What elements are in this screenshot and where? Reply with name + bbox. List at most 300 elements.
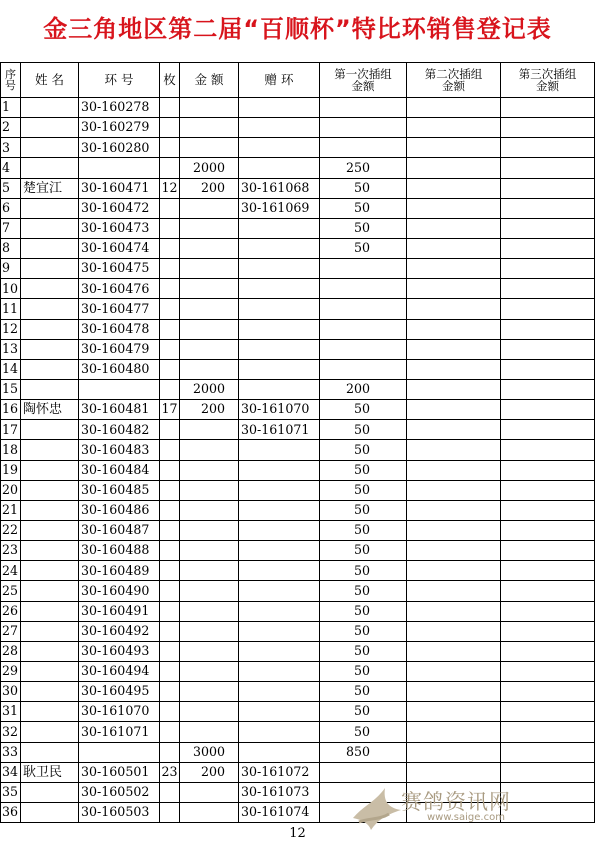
row-ring-number: 30-160502	[79, 782, 160, 802]
row-insert3-amount	[501, 400, 595, 420]
row-gift-ring	[239, 702, 320, 722]
row-seq: 13	[1, 339, 21, 359]
row-insert3-amount	[501, 198, 595, 218]
row-gift-ring: 30-161068	[239, 178, 320, 198]
row-insert3-amount	[501, 379, 595, 399]
row-amount	[180, 682, 239, 702]
row-count	[160, 561, 180, 581]
row-count	[160, 98, 180, 118]
row-amount	[180, 259, 239, 279]
table-row	[1, 118, 595, 138]
table-row	[1, 520, 595, 540]
table-row	[1, 198, 595, 218]
row-gift-ring	[239, 158, 320, 178]
header-insert2-line1: 第二次插组	[424, 67, 483, 81]
header-amount: 金 额	[180, 63, 239, 98]
row-insert3-amount	[501, 420, 595, 440]
row-name	[21, 722, 79, 742]
row-count: 12	[160, 178, 180, 198]
table-row	[1, 299, 595, 319]
row-amount	[180, 299, 239, 319]
table-row	[1, 601, 595, 621]
row-amount	[180, 520, 239, 540]
row-insert1-amount: 50	[320, 178, 407, 198]
row-ring-number: 30-160478	[79, 319, 160, 339]
row-insert1-amount: 50	[320, 238, 407, 258]
row-gift-ring	[239, 621, 320, 641]
table-row	[1, 621, 595, 641]
row-insert2-amount	[407, 480, 501, 500]
row-seq: 29	[1, 661, 21, 681]
row-seq: 22	[1, 520, 21, 540]
row-insert1-amount: 50	[320, 722, 407, 742]
table-row	[1, 218, 595, 238]
row-amount	[180, 601, 239, 621]
row-amount	[180, 561, 239, 581]
row-insert1-amount: 850	[320, 742, 407, 762]
table-row	[1, 138, 595, 158]
row-seq: 31	[1, 702, 21, 722]
row-name	[21, 641, 79, 661]
row-ring-number: 30-160486	[79, 500, 160, 520]
row-ring-number: 30-160493	[79, 641, 160, 661]
table-row	[1, 359, 595, 379]
row-insert3-amount	[501, 158, 595, 178]
row-amount	[180, 480, 239, 500]
row-insert1-amount: 50	[320, 541, 407, 561]
row-insert1-amount: 50	[320, 420, 407, 440]
row-gift-ring	[239, 440, 320, 460]
row-insert2-amount	[407, 98, 501, 118]
row-insert3-amount	[501, 742, 595, 762]
row-count	[160, 682, 180, 702]
table-row	[1, 541, 595, 561]
row-ring-number: 30-160473	[79, 218, 160, 238]
row-insert1-amount: 50	[320, 641, 407, 661]
row-ring-number: 30-160487	[79, 520, 160, 540]
row-seq: 18	[1, 440, 21, 460]
row-insert2-amount	[407, 561, 501, 581]
row-name	[21, 339, 79, 359]
row-insert3-amount	[501, 339, 595, 359]
row-insert3-amount	[501, 702, 595, 722]
table-row	[1, 238, 595, 258]
row-count	[160, 782, 180, 802]
row-ring-number: 30-160481	[79, 400, 160, 420]
row-insert1-amount: 50	[320, 218, 407, 238]
row-amount	[180, 238, 239, 258]
row-insert2-amount	[407, 641, 501, 661]
row-amount	[180, 279, 239, 299]
row-seq: 8	[1, 238, 21, 258]
row-count	[160, 218, 180, 238]
row-count	[160, 722, 180, 742]
watermark-text: 赛鸽资讯网	[401, 790, 511, 814]
row-ring-number	[79, 158, 160, 178]
row-insert2-amount	[407, 601, 501, 621]
row-gift-ring: 30-161070	[239, 400, 320, 420]
row-count	[160, 238, 180, 258]
row-insert2-amount	[407, 198, 501, 218]
row-seq: 20	[1, 480, 21, 500]
row-insert3-amount	[501, 238, 595, 258]
row-ring-number: 30-160279	[79, 118, 160, 138]
row-ring-number: 30-160491	[79, 601, 160, 621]
row-insert3-amount	[501, 218, 595, 238]
row-ring-number: 30-160471	[79, 178, 160, 198]
table-row	[1, 339, 595, 359]
row-count	[160, 138, 180, 158]
row-insert3-amount	[501, 722, 595, 742]
table-row	[1, 641, 595, 661]
row-ring-number: 30-160485	[79, 480, 160, 500]
row-gift-ring	[239, 561, 320, 581]
row-amount	[180, 661, 239, 681]
row-insert2-amount	[407, 138, 501, 158]
row-count	[160, 440, 180, 460]
row-count: 17	[160, 400, 180, 420]
page-number: 12	[289, 826, 306, 841]
row-seq: 15	[1, 379, 21, 399]
row-gift-ring: 30-161072	[239, 762, 320, 782]
row-seq: 17	[1, 420, 21, 440]
row-seq: 26	[1, 601, 21, 621]
row-insert3-amount	[501, 178, 595, 198]
row-insert2-amount	[407, 299, 501, 319]
row-insert2-amount	[407, 158, 501, 178]
row-amount	[180, 460, 239, 480]
row-amount	[180, 359, 239, 379]
row-insert2-amount	[407, 118, 501, 138]
row-ring-number: 30-160479	[79, 339, 160, 359]
row-insert3-amount	[501, 460, 595, 480]
row-gift-ring	[239, 601, 320, 621]
table-header	[1, 63, 595, 98]
row-gift-ring	[239, 541, 320, 561]
table-row	[1, 98, 595, 118]
row-count	[160, 339, 180, 359]
row-insert3-amount	[501, 359, 595, 379]
row-insert3-amount	[501, 601, 595, 621]
row-insert3-amount	[501, 319, 595, 339]
row-seq: 36	[1, 802, 21, 822]
row-count	[160, 702, 180, 722]
sales-register-table	[0, 62, 595, 823]
row-seq: 14	[1, 359, 21, 379]
row-insert1-amount: 50	[320, 621, 407, 641]
row-insert1-amount	[320, 339, 407, 359]
row-name: 楚宜江	[21, 178, 79, 198]
row-amount	[180, 319, 239, 339]
row-amount	[180, 420, 239, 440]
row-count	[160, 802, 180, 822]
row-seq: 19	[1, 460, 21, 480]
table-row	[1, 722, 595, 742]
row-name	[21, 359, 79, 379]
row-count	[160, 259, 180, 279]
row-insert2-amount	[407, 218, 501, 238]
row-name	[21, 661, 79, 681]
row-gift-ring: 30-161069	[239, 198, 320, 218]
table-row	[1, 319, 595, 339]
row-ring-number: 30-160280	[79, 138, 160, 158]
row-seq: 4	[1, 158, 21, 178]
row-count	[160, 460, 180, 480]
row-amount	[180, 198, 239, 218]
row-gift-ring	[239, 460, 320, 480]
row-name	[21, 460, 79, 480]
row-name	[21, 541, 79, 561]
table-row	[1, 440, 595, 460]
header-insert2-line2: 金额	[442, 79, 465, 93]
row-insert2-amount	[407, 400, 501, 420]
row-name	[21, 500, 79, 520]
row-name: 陶怀忠	[21, 400, 79, 420]
row-count	[160, 379, 180, 399]
table-body	[1, 98, 595, 823]
row-insert1-amount: 50	[320, 581, 407, 601]
header-gift: 赠 环	[239, 63, 320, 98]
row-gift-ring	[239, 722, 320, 742]
table-row	[1, 178, 595, 198]
row-insert1-amount: 50	[320, 500, 407, 520]
watermark-url: www.saige.com	[427, 812, 505, 823]
header-insert1-line2: 金额	[351, 79, 375, 93]
page-title: 金三角地区第二届“百顺杯”特比环销售登记表	[43, 15, 552, 43]
row-insert1-amount: 250	[320, 158, 407, 178]
row-insert3-amount	[501, 641, 595, 661]
table-row	[1, 581, 595, 601]
row-insert3-amount	[501, 682, 595, 702]
row-ring-number	[79, 379, 160, 399]
row-amount	[180, 138, 239, 158]
row-gift-ring	[239, 581, 320, 601]
row-gift-ring	[239, 259, 320, 279]
row-seq: 11	[1, 299, 21, 319]
row-seq: 10	[1, 279, 21, 299]
row-gift-ring	[239, 661, 320, 681]
row-insert2-amount	[407, 440, 501, 460]
row-amount	[180, 218, 239, 238]
table-row	[1, 480, 595, 500]
table-row	[1, 702, 595, 722]
row-insert3-amount	[501, 480, 595, 500]
row-name	[21, 621, 79, 641]
row-gift-ring	[239, 359, 320, 379]
row-gift-ring	[239, 299, 320, 319]
row-amount	[180, 339, 239, 359]
row-name	[21, 98, 79, 118]
table-row	[1, 500, 595, 520]
row-count	[160, 621, 180, 641]
row-insert2-amount	[407, 420, 501, 440]
row-count	[160, 158, 180, 178]
row-insert2-amount	[407, 460, 501, 480]
row-seq: 33	[1, 742, 21, 762]
row-name	[21, 802, 79, 822]
row-gift-ring: 30-161071	[239, 420, 320, 440]
row-amount	[180, 782, 239, 802]
row-insert3-amount	[501, 621, 595, 641]
row-insert2-amount	[407, 379, 501, 399]
row-insert3-amount	[501, 118, 595, 138]
row-seq: 5	[1, 178, 21, 198]
row-count	[160, 319, 180, 339]
row-insert1-amount: 50	[320, 460, 407, 480]
row-insert3-amount	[501, 98, 595, 118]
row-insert2-amount	[407, 339, 501, 359]
row-ring-number: 30-160278	[79, 98, 160, 118]
header-name: 姓 名	[21, 63, 79, 98]
row-seq: 34	[1, 762, 21, 782]
row-seq: 27	[1, 621, 21, 641]
row-name	[21, 702, 79, 722]
row-insert1-amount: 50	[320, 702, 407, 722]
row-insert3-amount	[501, 138, 595, 158]
row-seq: 30	[1, 682, 21, 702]
header-insert3	[501, 63, 595, 98]
row-name	[21, 238, 79, 258]
row-ring-number: 30-160488	[79, 541, 160, 561]
row-insert1-amount: 50	[320, 480, 407, 500]
row-ring-number: 30-160482	[79, 420, 160, 440]
row-amount	[180, 500, 239, 520]
row-insert2-amount	[407, 722, 501, 742]
row-name	[21, 259, 79, 279]
row-insert1-amount	[320, 118, 407, 138]
row-amount: 2000	[180, 379, 239, 399]
header-insert1	[320, 63, 407, 98]
row-count	[160, 299, 180, 319]
row-amount	[180, 621, 239, 641]
row-ring-number	[79, 742, 160, 762]
row-name	[21, 440, 79, 460]
row-gift-ring	[239, 641, 320, 661]
row-count	[160, 118, 180, 138]
table-row	[1, 682, 595, 702]
row-seq: 16	[1, 400, 21, 420]
row-name	[21, 138, 79, 158]
row-amount: 2000	[180, 158, 239, 178]
row-ring-number: 30-160494	[79, 661, 160, 681]
row-name	[21, 319, 79, 339]
row-amount: 200	[180, 762, 239, 782]
row-insert1-amount	[320, 279, 407, 299]
row-seq: 28	[1, 641, 21, 661]
row-insert1-amount	[320, 359, 407, 379]
row-name: 耿卫民	[21, 762, 79, 782]
row-gift-ring	[239, 98, 320, 118]
row-seq: 24	[1, 561, 21, 581]
header-insert1-line1: 第一次插组	[334, 67, 392, 81]
row-count	[160, 661, 180, 681]
row-insert2-amount	[407, 500, 501, 520]
row-amount	[180, 641, 239, 661]
row-insert2-amount	[407, 359, 501, 379]
row-insert2-amount	[407, 581, 501, 601]
row-gift-ring	[239, 238, 320, 258]
row-seq: 23	[1, 541, 21, 561]
table-row	[1, 661, 595, 681]
row-ring-number: 30-160480	[79, 359, 160, 379]
row-insert2-amount	[407, 541, 501, 561]
row-amount	[180, 802, 239, 822]
row-seq: 35	[1, 782, 21, 802]
row-gift-ring	[239, 339, 320, 359]
row-count	[160, 742, 180, 762]
row-ring-number: 30-161071	[79, 722, 160, 742]
row-insert3-amount	[501, 541, 595, 561]
row-ring-number: 30-160472	[79, 198, 160, 218]
row-amount	[180, 702, 239, 722]
row-name	[21, 561, 79, 581]
row-ring-number: 30-160490	[79, 581, 160, 601]
row-seq: 21	[1, 500, 21, 520]
row-insert1-amount: 50	[320, 198, 407, 218]
row-insert1-amount	[320, 138, 407, 158]
row-seq: 7	[1, 218, 21, 238]
row-insert3-amount	[501, 561, 595, 581]
row-ring-number: 30-160503	[79, 802, 160, 822]
row-insert3-amount	[501, 440, 595, 460]
row-ring-number: 30-160489	[79, 561, 160, 581]
row-gift-ring	[239, 279, 320, 299]
row-name	[21, 158, 79, 178]
row-name	[21, 299, 79, 319]
row-count	[160, 359, 180, 379]
row-seq: 2	[1, 118, 21, 138]
row-gift-ring	[239, 379, 320, 399]
row-insert2-amount	[407, 682, 501, 702]
row-insert2-amount	[407, 742, 501, 762]
row-insert1-amount: 50	[320, 440, 407, 460]
row-gift-ring	[239, 138, 320, 158]
row-amount	[180, 440, 239, 460]
row-amount	[180, 98, 239, 118]
row-ring-number: 30-160492	[79, 621, 160, 641]
row-insert2-amount	[407, 621, 501, 641]
row-gift-ring	[239, 500, 320, 520]
row-insert1-amount	[320, 299, 407, 319]
row-count	[160, 500, 180, 520]
row-count	[160, 601, 180, 621]
row-insert3-amount	[501, 299, 595, 319]
row-insert1-amount	[320, 319, 407, 339]
row-ring-number: 30-160475	[79, 259, 160, 279]
table-row	[1, 279, 595, 299]
row-name	[21, 218, 79, 238]
row-seq: 32	[1, 722, 21, 742]
row-amount: 3000	[180, 742, 239, 762]
header-ring: 环 号	[79, 63, 160, 98]
row-count	[160, 279, 180, 299]
row-insert1-amount: 50	[320, 601, 407, 621]
row-insert3-amount	[501, 661, 595, 681]
row-gift-ring	[239, 480, 320, 500]
row-ring-number: 30-160474	[79, 238, 160, 258]
row-gift-ring	[239, 118, 320, 138]
header-insert2	[407, 63, 501, 98]
row-insert2-amount	[407, 178, 501, 198]
row-seq: 12	[1, 319, 21, 339]
row-seq: 6	[1, 198, 21, 218]
row-ring-number: 30-161070	[79, 702, 160, 722]
row-name	[21, 520, 79, 540]
row-name	[21, 581, 79, 601]
header-mei: 枚	[160, 63, 180, 98]
row-name	[21, 742, 79, 762]
row-count	[160, 541, 180, 561]
